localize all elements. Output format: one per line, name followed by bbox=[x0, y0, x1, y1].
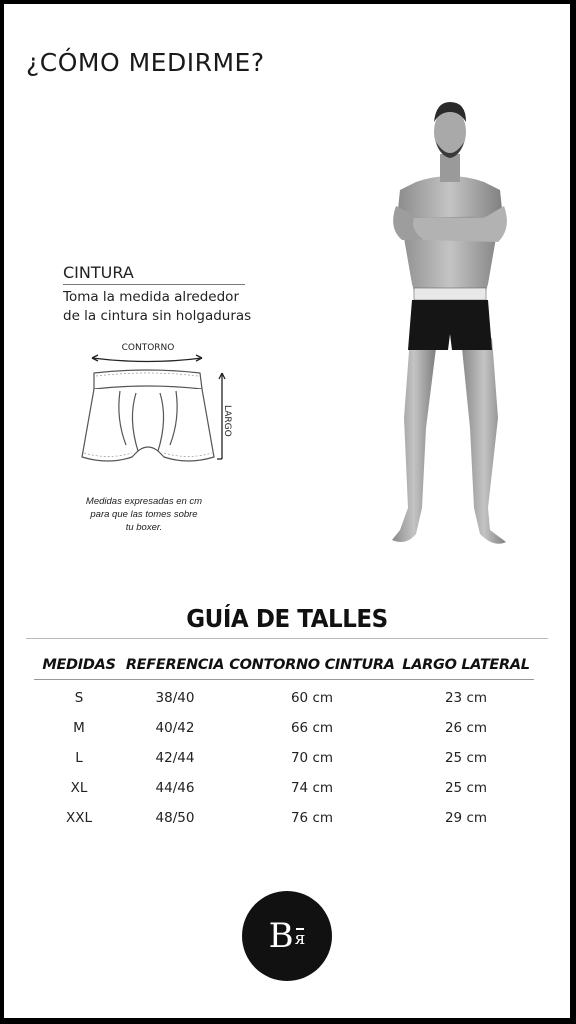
table-cell: 26 cm bbox=[444, 720, 488, 736]
table-cell: M bbox=[73, 720, 85, 736]
table-row bbox=[34, 773, 534, 803]
table-cell: 66 cm bbox=[290, 720, 334, 736]
table-cell: 70 cm bbox=[290, 750, 334, 766]
description-line: Toma la medida alrededor bbox=[63, 289, 239, 305]
logo-letter: я bbox=[294, 929, 306, 949]
note-line: para que las tomes sobre bbox=[90, 509, 198, 520]
table-cell: 25 cm bbox=[444, 780, 488, 796]
column-header: MEDIDAS bbox=[34, 657, 124, 680]
logo-letter: B bbox=[268, 916, 294, 956]
table-cell: XXL bbox=[65, 810, 93, 826]
size-guide-title: GUÍA DE TALLES bbox=[186, 604, 388, 633]
table-cell: 76 cm bbox=[290, 810, 334, 826]
table-cell: XL bbox=[70, 780, 88, 796]
table-cell: 74 cm bbox=[290, 780, 334, 796]
model-photo bbox=[380, 98, 520, 550]
note-line: tu boxer. bbox=[125, 522, 163, 533]
table-cell: 25 cm bbox=[444, 750, 488, 766]
table-row bbox=[34, 743, 534, 773]
table-cell: 42/44 bbox=[155, 750, 195, 766]
table-cell: 48/50 bbox=[155, 810, 195, 826]
table-row bbox=[34, 803, 534, 833]
waist-label: CONTORNO bbox=[121, 343, 175, 353]
note-line: Medidas expresadas en cm bbox=[85, 496, 203, 507]
table-cell: 40/42 bbox=[155, 720, 195, 736]
column-header: LARGO LATERAL bbox=[398, 657, 534, 680]
table-cell: 23 cm bbox=[444, 690, 488, 706]
table-cell: S bbox=[74, 690, 84, 706]
page-title: ¿CÓMO MEDIRME? bbox=[26, 48, 265, 77]
boxer-diagram bbox=[72, 339, 252, 474]
size-guide-divider bbox=[26, 638, 548, 639]
table-cell: 38/40 bbox=[155, 690, 195, 706]
size-guide-page bbox=[4, 4, 570, 1018]
brand-logo bbox=[242, 891, 332, 981]
heading-divider bbox=[63, 284, 245, 285]
description-line: de la cintura sin holgaduras bbox=[63, 308, 252, 324]
boxer-outline-icon bbox=[82, 370, 214, 461]
column-header: CONTORNO CINTURA bbox=[226, 657, 398, 680]
waist-arrow-icon bbox=[92, 355, 202, 362]
table-header-row bbox=[34, 657, 534, 680]
table-cell: 29 cm bbox=[444, 810, 488, 826]
table-row bbox=[34, 680, 534, 714]
table-cell: 44/46 bbox=[155, 780, 195, 796]
table-row bbox=[34, 713, 534, 743]
length-label: LARGO bbox=[222, 405, 232, 437]
size-table bbox=[34, 657, 534, 833]
waist-heading: CINTURA bbox=[63, 263, 134, 282]
measurement-note bbox=[64, 495, 224, 534]
column-header: REFERENCIA bbox=[124, 657, 226, 680]
table-cell: L bbox=[75, 750, 83, 766]
waist-description bbox=[63, 288, 263, 326]
table-cell: 60 cm bbox=[290, 690, 334, 706]
